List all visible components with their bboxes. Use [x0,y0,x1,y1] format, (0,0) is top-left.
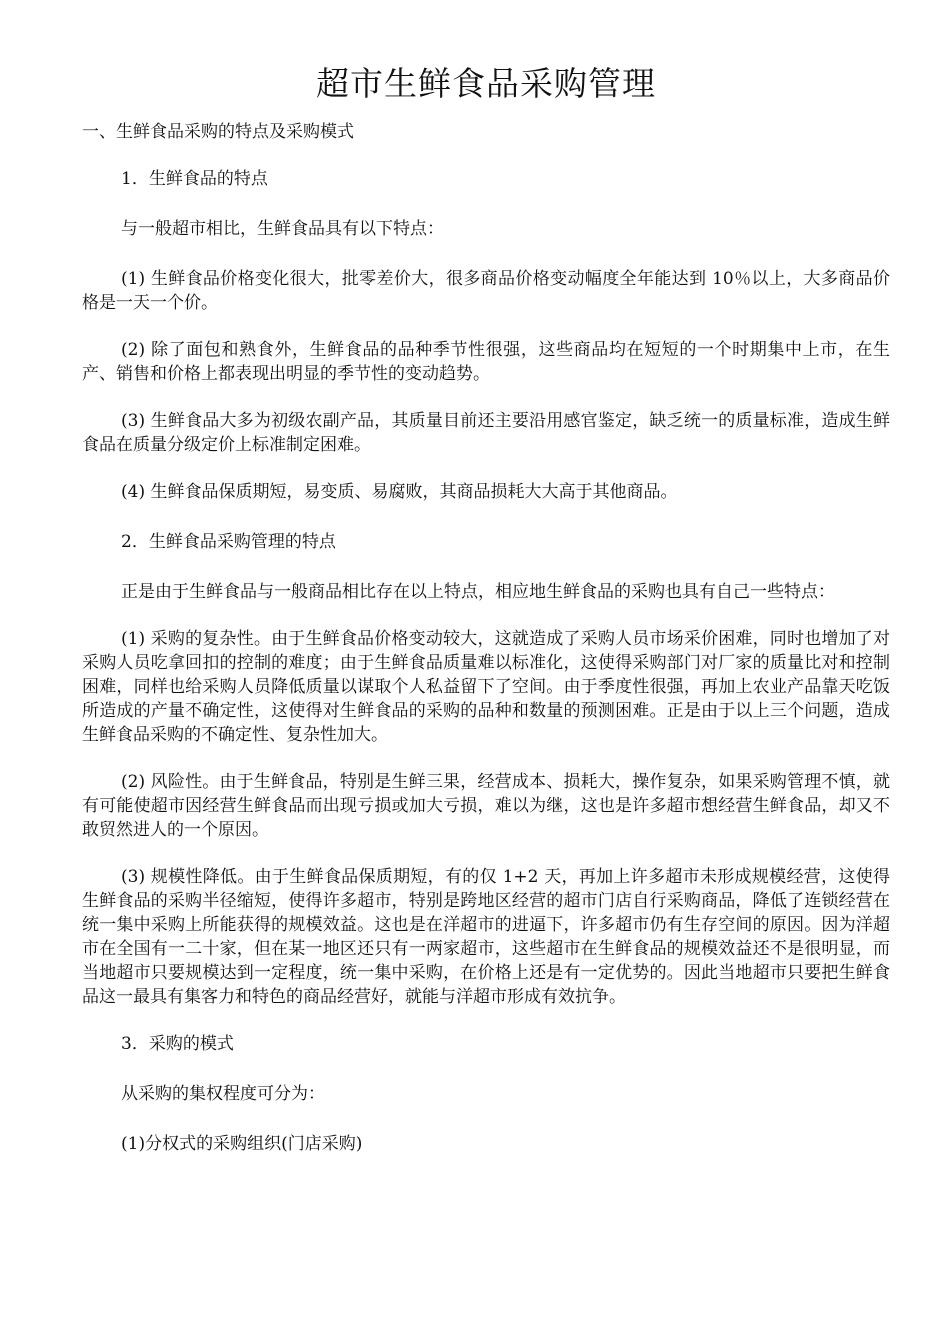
document-page [82,62,890,1182]
paragraph: 正是由于生鲜食品与一般商品相比存在以上特点，相应地生鲜食品的采购也具有自己一些特点： [121,582,835,602]
list-item: (1)分权式的采购组织(门店采购) [121,1134,363,1154]
list-item: (2) 风险性。由于生鲜食品，特别是生鲜三果，经营成本、损耗大，操作复杂，如果采购管理不慎，就有可能使超市因经营生鲜食品而出现亏损或加大亏损，难以为继，这也是许多超市想经营生鲜食品，却又不敢贸然进人的一个原因。 [82,772,890,840]
subsection-heading-3: 3．采购的模式 [121,1034,234,1054]
list-item: (1) 采购的复杂性。由于生鲜食品价格变动较大，这就造成了采购人员市场采价困难，同时也增加了对采购人员吃拿回扣的控制的难度；由于生鲜食品质量难以标准化，这使得采购部门对厂家的质量比对和控制困难，同样也给采购人员降低质量以谋取个人私益留下了空间。由于季度性很强，再加上农业产品靠天吃饭所造成的产量不确定性，这使得对生鲜食品的采购的品种和数量的预测困难。正是由于以上三个问题，造成生鲜食品采购的不确定性、复杂性加大。 [82,629,890,745]
page-title: 超市生鲜食品采购管理 [316,64,656,103]
list-item: (2) 除了面包和熟食外，生鲜食品的品种季节性很强，这些商品均在短短的一个时期集中上市，在生产、销售和价格上都表现出明显的季节性的变动趋势。 [82,340,890,384]
subsection-heading-1: 1．生鲜食品的特点 [121,169,268,189]
list-item: (3) 生鲜食品大多为初级农副产品，其质量目前还主要沿用感官鉴定，缺乏统一的质量标准，造成生鲜食品在质量分级定价上标准制定困难。 [82,411,890,455]
list-item: (4) 生鲜食品保质期短，易变质、易腐败，其商品损耗大大高于其他商品。 [121,482,678,502]
section-heading-1: 一、生鲜食品采购的特点及采购模式 [82,122,354,142]
paragraph: 与一般超市相比，生鲜食品具有以下特点： [121,219,444,239]
subsection-heading-2: 2．生鲜食品采购管理的特点 [121,532,336,552]
paragraph: 从采购的集权程度可分为： [121,1084,325,1104]
list-item: (3) 规模性降低。由于生鲜食品保质期短，有的仅 1+2 天，再加上许多超市未形成规模经营，这使得生鲜食品的采购半径缩短，使得许多超市，特别是跨地区经营的超市门店自行采购商品，降低了连锁经营在统一集中采购上所能获得的规模效益。这也是在洋超市的进逼下，许多超市仍有生存空间的原因。因为洋超市在全国有一二十家，但在某一地区还只有一两家超市，这些超市在生鲜食品的规模效益还不是很明显，而当地超市只要规模达到一定程度，统一集中采购，在价格上还是有一定优势的。因此当地超市只要把生鲜食品这一最具有集客力和特色的商品经营好，就能与洋超市形成有效抗争。 [82,867,890,1007]
list-item: (1) 生鲜食品价格变化很大，批零差价大，很多商品价格变动幅度全年能达到 10％以上，大多商品价格是一天一个价。 [82,269,890,313]
